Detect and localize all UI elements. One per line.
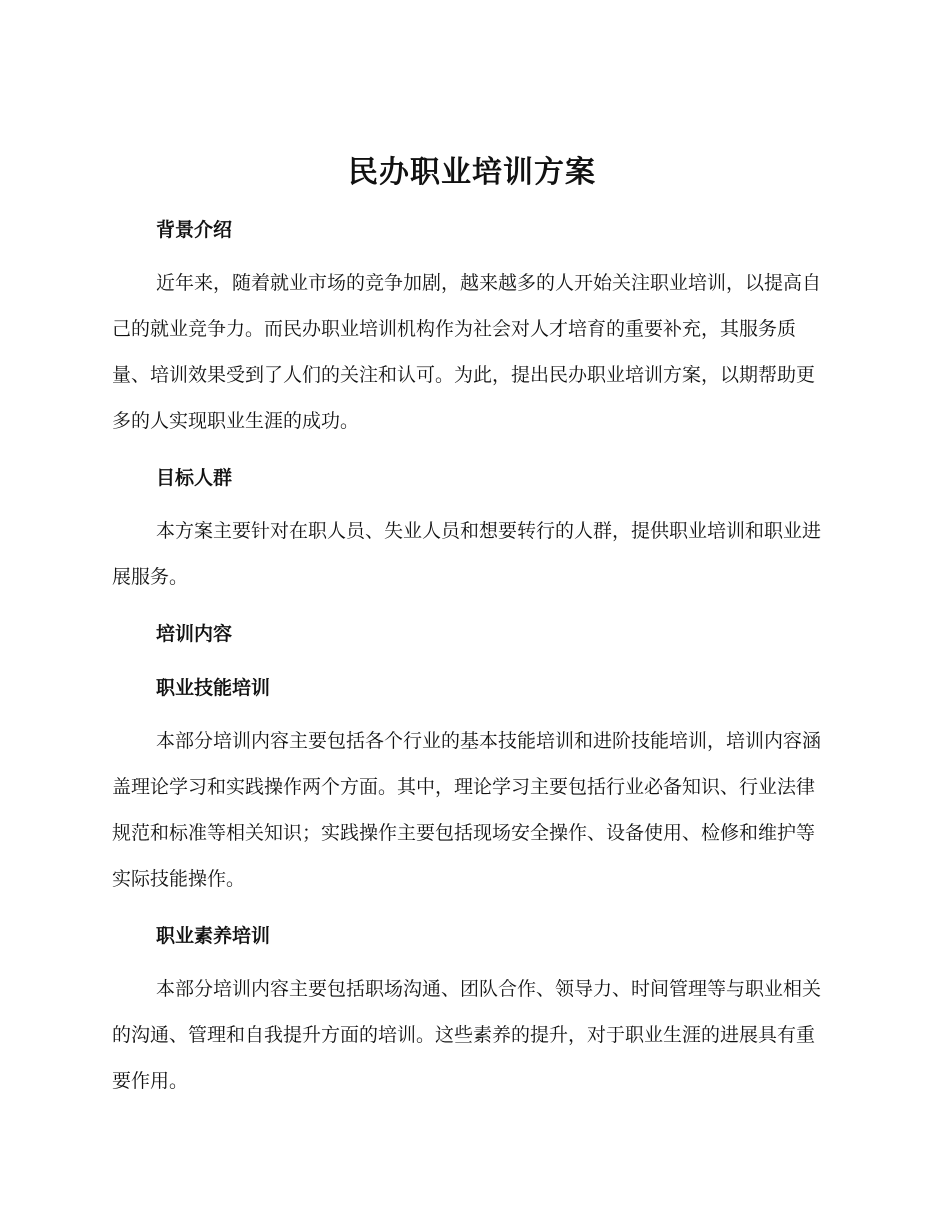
document-body xyxy=(112,146,832,1104)
document-title: 民办职业培训方案 xyxy=(348,155,596,190)
paragraph-skills: 本部分培训内容主要包括各个行业的基本技能培训和进阶技能培训，培训内容涵盖理论学习和实践操作两个方面。其中，理论学习主要包括行业必备知识、行业法律规范和标准等相关知识；实践操作主要包括现场安全操作、设备使用、检修和维护等实际技能操作。 xyxy=(112,730,822,890)
paragraph-literacy: 本部分培训内容主要包括职场沟通、团队合作、领导力、时间管理等与职业相关的沟通、管理和自我提升方面的培训。这些素养的提升，对于职业生涯的进展具有重要作用。 xyxy=(112,978,822,1092)
paragraph-background: 近年来，随着就业市场的竞争加剧，越来越多的人开始关注职业培训，以提高自己的就业竞争力。而民办职业培训机构作为社会对人才培育的重要补充，其服务质量、培训效果受到了人们的关注和认可。为此，提出民办职业培训方案，以期帮助更多的人实现职业生涯的成功。 xyxy=(112,272,822,432)
section-heading-target: 目标人群 xyxy=(156,467,233,489)
section-heading-content: 培训内容 xyxy=(156,623,233,645)
section-heading-background: 背景介绍 xyxy=(156,219,233,241)
section-heading-skills: 职业技能培训 xyxy=(156,677,271,699)
paragraph-target: 本方案主要针对在职人员、失业人员和想要转行的人群，提供职业培训和职业进展服务。 xyxy=(112,520,822,588)
section-heading-literacy: 职业素养培训 xyxy=(156,925,271,947)
